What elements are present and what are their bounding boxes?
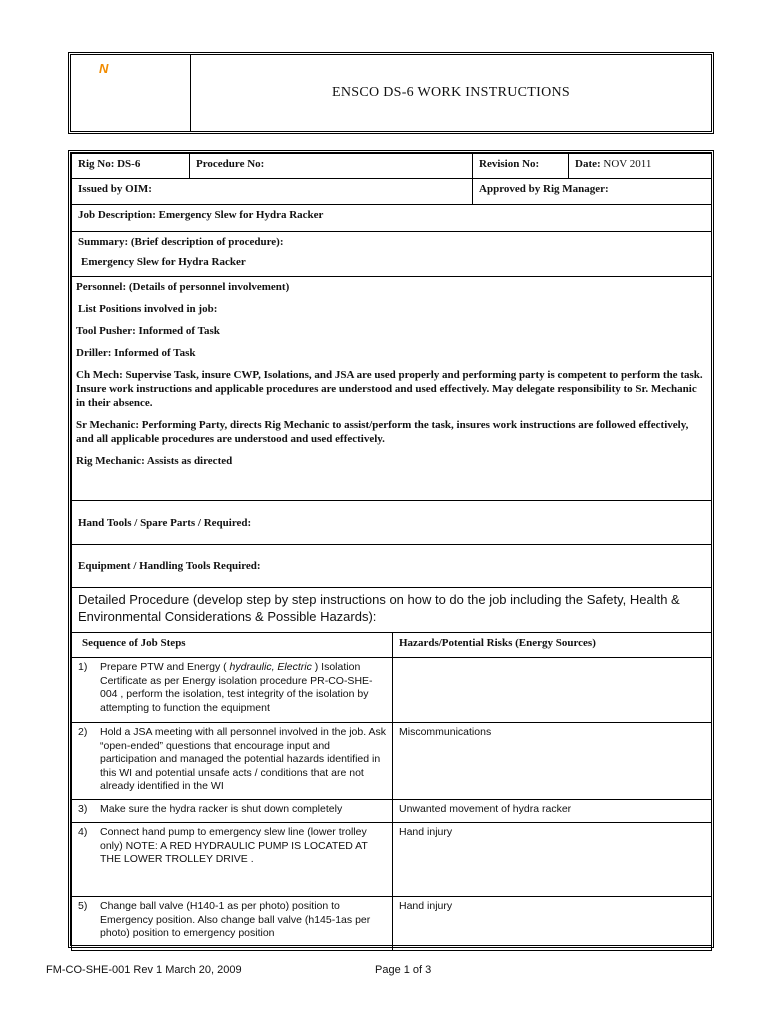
step-number: 2): [78, 726, 88, 738]
step-row: [72, 800, 712, 823]
hazard-cell: [393, 658, 712, 723]
date-cell: [569, 154, 712, 179]
ch-mech-text: Ch Mech: Supervise Task, insure CWP, Isolations, and JSA are used properly and performing party is competent to perform the task. Insure work instructions and applicable procedures are understood and used effectively. May delegate responsibility to Sr. Mechanic in their absence.: [76, 369, 703, 409]
revision-no-cell: Revision No:: [473, 154, 569, 179]
step-row: [72, 823, 712, 897]
date-value: NOV 2011: [600, 158, 652, 170]
step-text-italic: hydraulic, Electric: [226, 661, 315, 673]
summary-label: Summary: (Brief description of procedure):: [78, 236, 284, 248]
hazard-cell: Miscommunications: [393, 723, 712, 800]
tool-pusher-text: Tool Pusher: Informed of Task: [76, 325, 220, 337]
step-text-part: ) Isolation Certificate as per Energy isolation procedure PR-CO-SHE-004 , perform the isolation, test integrity of the isolation by attempting to function the equipment: [100, 661, 373, 714]
step-number: 4): [78, 826, 88, 838]
issued-row: [72, 179, 712, 205]
approved-by-cell: Approved by Rig Manager:: [473, 179, 712, 205]
hazards-header: Hazards/Potential Risks (Energy Sources): [393, 633, 712, 658]
equipment-row: [72, 545, 712, 588]
personnel-cell: [72, 277, 712, 501]
step-row: [72, 658, 712, 723]
summary-value: Emergency Slew for Hydra Racker: [81, 256, 246, 268]
hazard-cell: Hand injury: [393, 897, 712, 951]
logo-cell: [71, 55, 191, 131]
job-description-cell: Job Description: Emergency Slew for Hydra Racker: [72, 205, 712, 232]
detailed-procedure-cell: Detailed Procedure (develop step by step instructions on how to do the job including the Safety, Health & Environmental Considerations & Possible Hazards):: [72, 588, 712, 633]
footer-page-number: Page 1 of 3: [375, 964, 432, 976]
step-number: 5): [78, 900, 88, 912]
step-cell: [72, 823, 393, 897]
step-text: [100, 661, 386, 715]
step-row: [72, 897, 712, 951]
hazard-cell: Hand injury: [393, 823, 712, 897]
work-instruction-form: [68, 150, 714, 948]
steps-header-row: [72, 633, 712, 658]
step-cell: [72, 658, 393, 723]
sequence-header: Sequence of Job Steps: [72, 633, 393, 658]
hand-tools-cell: Hand Tools / Spare Parts / Required:: [72, 501, 712, 545]
driller-text: Driller: Informed of Task: [76, 347, 196, 359]
company-logo: N: [99, 61, 109, 76]
step-number: 3): [78, 803, 88, 815]
step-text: Connect hand pump to emergency slew line (lower trolley only) NOTE: A RED HYDRAULIC PUMP IS LOCATED AT THE LOWER TROLLEY DRIVE .: [100, 826, 368, 865]
form-table: [71, 153, 712, 951]
sr-mechanic-text: Sr Mechanic: Performing Party, directs Rig Mechanic to assist/perform the task, insures work instructions are followed effectively, and all applicable procedures are understood and used effectively.: [76, 419, 689, 445]
hazard-cell: Unwanted movement of hydra racker: [393, 800, 712, 823]
job-description-row: [72, 205, 712, 232]
step-text: Change ball valve (H140-1 as per photo) position to Emergency position. Also change ball valve (h145-1as per photo) position to emergency position: [100, 900, 371, 939]
step-text: Hold a JSA meeting with all personnel involved in the job. Ask “open-ended” questions that encourage input and participation and managed the potential hazards identified in this WI and potential unsafe acts / conditions that are not already identified in the WI: [100, 726, 386, 792]
detailed-procedure-row: [72, 588, 712, 633]
rig-info-row: [72, 154, 712, 179]
step-row: [72, 723, 712, 800]
personnel-label: Personnel: (Details of personnel involvement): [76, 281, 290, 293]
summary-cell: [72, 232, 712, 277]
step-text: Make sure the hydra racker is shut down completely: [100, 803, 343, 815]
procedure-no-cell: Procedure No:: [190, 154, 473, 179]
document-header: [68, 52, 714, 134]
issued-by-cell: Issued by OIM:: [72, 179, 473, 205]
equipment-cell: Equipment / Handling Tools Required:: [72, 545, 712, 588]
document-title: ENSCO DS-6 WORK INSTRUCTIONS: [332, 85, 570, 100]
step-cell: [72, 723, 393, 800]
rig-no-cell: Rig No: DS-6: [72, 154, 190, 179]
rig-mechanic-text: Rig Mechanic: Assists as directed: [76, 455, 233, 467]
step-cell: [72, 897, 393, 951]
footer-form-number: FM-CO-SHE-001 Rev 1 March 20, 2009: [46, 964, 242, 976]
step-text-part: Prepare PTW and Energy (: [100, 661, 227, 673]
summary-row: [72, 232, 712, 277]
hand-tools-row: [72, 501, 712, 545]
step-cell: [72, 800, 393, 823]
date-label: Date:: [575, 158, 601, 170]
step-number: 1): [78, 661, 88, 673]
positions-label: List Positions involved in job:: [78, 303, 218, 315]
personnel-row: [72, 277, 712, 501]
